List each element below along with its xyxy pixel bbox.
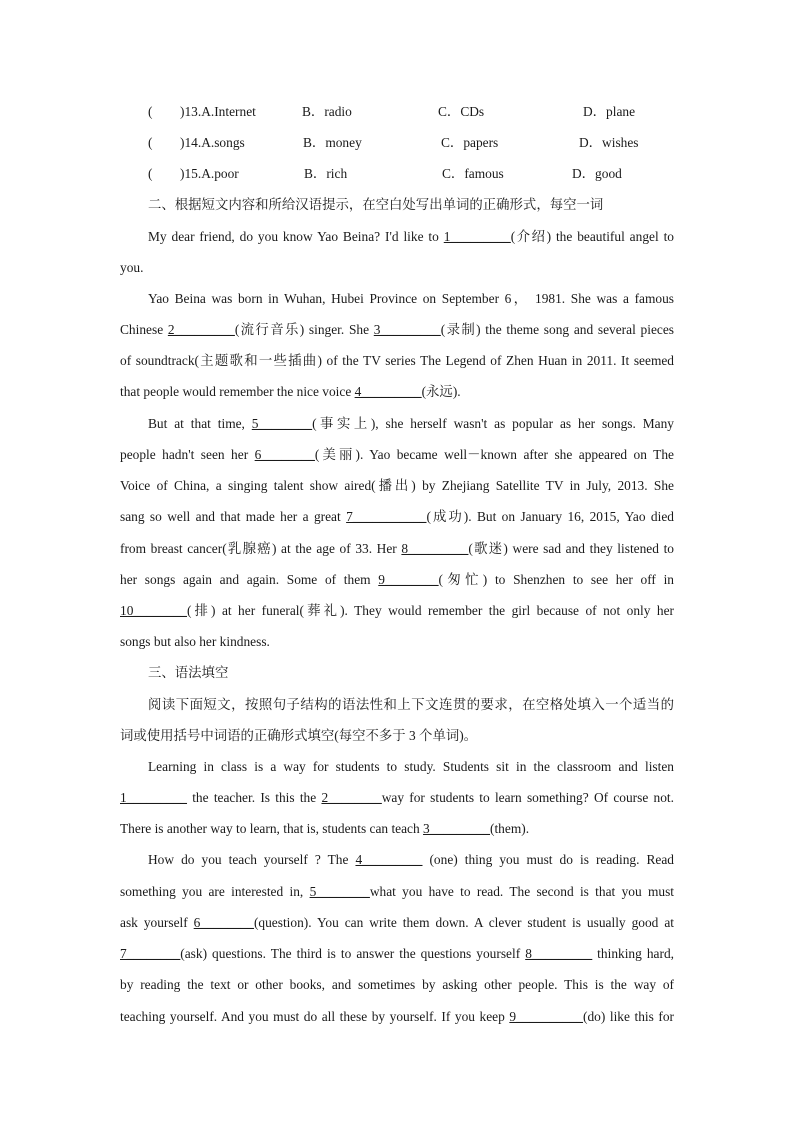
passage-text: (成功). But on January 16, 2015, Yao died — [426, 509, 674, 524]
passage-text: (排) at her funeral(葬礼). They would remember the girl because of not only her — [186, 603, 674, 618]
passage-text: ask yourself — [120, 915, 194, 930]
passage-text: Chinese — [120, 322, 168, 337]
option-a: )15.A.poor — [180, 166, 239, 181]
passage-text: (do) like this for — [583, 1009, 674, 1024]
passage-text: way for students to learn something? Of course not. — [381, 790, 674, 805]
passage-line — [120, 507, 674, 527]
passage-line — [120, 819, 529, 839]
option-b: B．rich — [304, 166, 348, 181]
passage-text: by reading the text or other books, and sometimes by asking other people. This is the way of — [120, 977, 674, 992]
option-c: C．famous — [442, 166, 504, 181]
passage-text: of soundtrack(主题歌和一些插曲) of the TV series The Legend of Zhen Huan in 2011. It seemed — [120, 353, 674, 368]
option-c: C．papers — [441, 135, 499, 150]
option-d: D．good — [572, 166, 622, 181]
option-d: D．wishes — [579, 135, 639, 150]
blank-field[interactable]: 5________ — [251, 416, 313, 431]
passage-text: that people would remember the nice voice — [120, 384, 355, 399]
passage-text: 词或使用括号中词语的正确形式填空(每空不多于 3 个单词)。 — [120, 728, 478, 743]
answer-paren: ( — [148, 166, 153, 181]
blank-field[interactable]: 2________ — [321, 790, 382, 805]
passage-text: (介绍) the beautiful angel to — [510, 229, 674, 244]
passage-text: (美丽). Yao became well－known after she appeared on The — [314, 447, 674, 462]
passage-text: (录制) the theme song and several pieces — [440, 322, 674, 337]
passage-line — [120, 788, 674, 808]
passage-text: teaching yourself. And you must do all these by yourself. If you keep — [120, 1009, 510, 1024]
passage-line — [148, 850, 674, 870]
option-b: B．radio — [302, 104, 352, 119]
passage-text: Learning in class is a way for students to study. Students sit in the classroom and listen — [148, 759, 674, 774]
passage-line — [120, 351, 674, 371]
blank-field[interactable]: 3_________ — [423, 821, 490, 836]
passage-line — [120, 882, 674, 902]
answer-paren: ( — [148, 135, 153, 150]
passage-text: the teacher. Is this the — [186, 790, 322, 805]
blank-field[interactable]: 5________ — [309, 884, 370, 899]
passage-text: from breast cancer(乳腺癌) at the age of 33. Her — [120, 541, 402, 556]
passage-line — [120, 476, 674, 496]
blank-field[interactable]: 8_________ — [525, 946, 593, 961]
passage-line — [120, 445, 674, 465]
answer-paren: ( — [148, 104, 153, 119]
passage-line — [120, 570, 674, 590]
passage-line — [120, 632, 270, 652]
passage-text: people hadn't seen her — [120, 447, 255, 462]
passage-line — [120, 1007, 674, 1027]
passage-line — [148, 227, 674, 247]
blank-field[interactable]: 2_________ — [167, 322, 235, 337]
passage-text: (事实上), she herself wasn't as popular as her songs. Many — [312, 416, 674, 431]
passage-text: (永远). — [421, 384, 461, 399]
blank-field[interactable]: 4_________ — [354, 384, 422, 399]
section-2-title: 二、根据短文内容和所给汉语提示，在空白处写出单词的正确形式，每空一词 — [148, 197, 604, 212]
passage-text: sang so well and that made her a great — [120, 509, 347, 524]
passage-line — [120, 320, 674, 340]
passage-text: There is another way to learn, that is, students can teach — [120, 821, 424, 836]
option-c: C．CDs — [438, 104, 485, 119]
passage-text: (流行音乐) singer. She — [234, 322, 374, 337]
passage-line — [120, 258, 143, 278]
passage-text: thinking hard, — [592, 946, 674, 961]
blank-field[interactable]: 9________ — [378, 572, 439, 587]
passage-line — [148, 414, 674, 434]
blank-field[interactable]: 6________ — [254, 447, 315, 462]
passage-text: 阅读下面短文，按照句子结构的语法性和上下文连贯的要求，在空格处填入一个适当的 — [148, 697, 674, 712]
blank-field[interactable]: 7________ — [120, 946, 181, 961]
passage-text: something you are interested in, — [120, 884, 310, 899]
blank-field[interactable]: 8_________ — [401, 541, 469, 556]
passage-line — [120, 382, 461, 402]
blank-field[interactable]: 1_________ — [443, 229, 511, 244]
passage-text: How do you teach yourself ? The — [148, 852, 356, 867]
passage-text: But at that time, — [148, 416, 252, 431]
passage-text: (ask) questions. The third is to answer the questions yourself — [180, 946, 526, 961]
blank-field[interactable]: 1_________ — [120, 790, 187, 805]
passage-line — [120, 913, 674, 933]
passage-text: Yao Beina was born in Wuhan, Hubei Province on September 6， 1981. She was a famous — [148, 291, 674, 306]
passage-line — [148, 695, 674, 715]
option-d: D．plane — [583, 104, 636, 119]
blank-field[interactable]: 4_________ — [355, 852, 423, 867]
blank-field[interactable]: 6________ — [193, 915, 254, 930]
passage-text: (歌迷) were sad and they listened to — [468, 541, 674, 556]
passage-line — [148, 289, 674, 309]
passage-text: My dear friend, do you know Yao Beina? I'd like to — [148, 229, 444, 244]
passage-text: Voice of China, a singing talent show aired(播出) by Zhejiang Satellite TV in July, 2013. She — [120, 478, 674, 493]
passage-text: songs but also her kindness. — [120, 634, 270, 649]
passage-text: (匆忙) to Shenzhen to see her off in — [438, 572, 674, 587]
passage-text: (one) thing you must do is reading. Read — [422, 852, 675, 867]
passage-text: (them). — [490, 821, 530, 836]
passage-text: you. — [120, 260, 144, 275]
option-a: )14.A.songs — [180, 135, 245, 150]
option-b: B．money — [303, 135, 362, 150]
option-a: )13.A.Internet — [180, 104, 256, 119]
passage-text: her songs again and again. Some of them — [120, 572, 379, 587]
passage-line — [148, 757, 674, 777]
blank-field[interactable]: 3_________ — [373, 322, 441, 337]
passage-text: what you have to read. The second is that you must — [369, 884, 675, 899]
passage-line — [120, 726, 477, 746]
passage-line — [120, 601, 674, 621]
blank-field[interactable]: 10________ — [120, 603, 187, 618]
passage-text: (question). You can write them down. A clever student is usually good at — [253, 915, 674, 930]
blank-field[interactable]: 7___________ — [346, 509, 427, 524]
section-3-title: 三、语法填空 — [148, 665, 229, 680]
passage-line — [120, 944, 674, 964]
passage-line — [120, 539, 674, 559]
blank-field[interactable]: 9__________ — [509, 1009, 583, 1024]
passage-line — [120, 975, 674, 995]
